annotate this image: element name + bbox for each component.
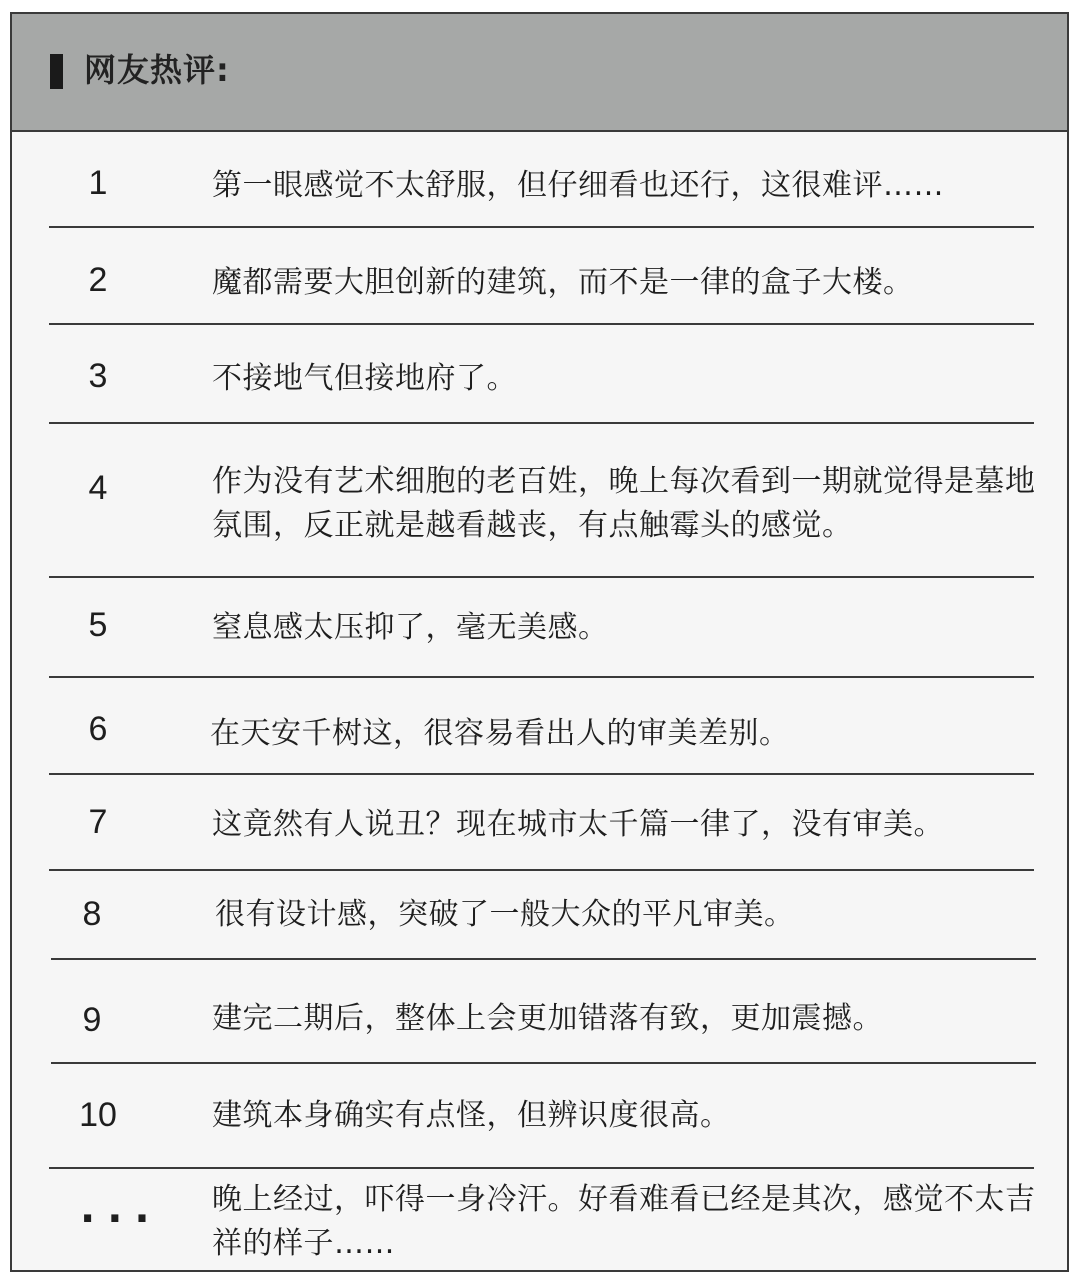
comment-number: 1 (88, 164, 108, 202)
comment-text: 不接地气但接地府了。 (212, 361, 517, 396)
comment-number: 6 (88, 710, 108, 748)
comment-text: 很有设计感，突破了一般大众的平凡审美。 (215, 897, 795, 932)
row-divider (49, 323, 1034, 325)
comment-number: 5 (88, 606, 108, 644)
header-marker-bar (50, 54, 63, 89)
comment-number: 9 (82, 1001, 102, 1039)
panel-title: 网友热评: (84, 51, 230, 89)
row-divider (49, 422, 1034, 424)
comment-number: 4 (88, 469, 108, 507)
comment-text: 晚上经过，吓得一身冷汗。好看难看已经是其次，感觉不太吉祥的样子…… (212, 1182, 1036, 1261)
row-divider (49, 226, 1034, 228)
comment-number: 10 (79, 1096, 117, 1134)
comment-text: 窒息感太压抑了，毫无美感。 (212, 610, 609, 645)
comment-number: 2 (88, 261, 108, 299)
hot-comments-panel (10, 12, 1069, 1272)
comment-number: 8 (82, 895, 102, 933)
comment-number: 7 (88, 803, 108, 841)
comment-text: 在天安千树这，很容易看出人的审美差别。 (210, 716, 790, 751)
comment-text: 建筑本身确实有点怪，但辨识度很高。 (212, 1098, 731, 1133)
comment-number: 3 (88, 357, 108, 395)
comment-text: 作为没有艺术细胞的老百姓，晚上每次看到一期就觉得是墓地氛围，反正就是越看越丧，有点触霉头的感觉。 (212, 464, 1036, 543)
row-divider (49, 676, 1034, 678)
comment-ellipsis-marker: ··· (80, 1196, 162, 1242)
comment-text: 这竟然有人说丑？现在城市太千篇一律了，没有审美。 (212, 807, 944, 842)
panel-header (12, 14, 1067, 132)
row-divider (49, 869, 1034, 871)
comment-text: 魔都需要大胆创新的建筑，而不是一律的盒子大楼。 (212, 265, 914, 300)
row-divider (51, 1062, 1036, 1064)
row-divider (49, 773, 1034, 775)
row-divider (49, 576, 1034, 578)
comment-text: 建完二期后，整体上会更加错落有致，更加震撼。 (212, 1001, 883, 1036)
row-divider (51, 958, 1036, 960)
row-divider (49, 1167, 1034, 1169)
comment-text: 第一眼感觉不太舒服，但仔细看也还行，这很难评…… (212, 168, 944, 203)
